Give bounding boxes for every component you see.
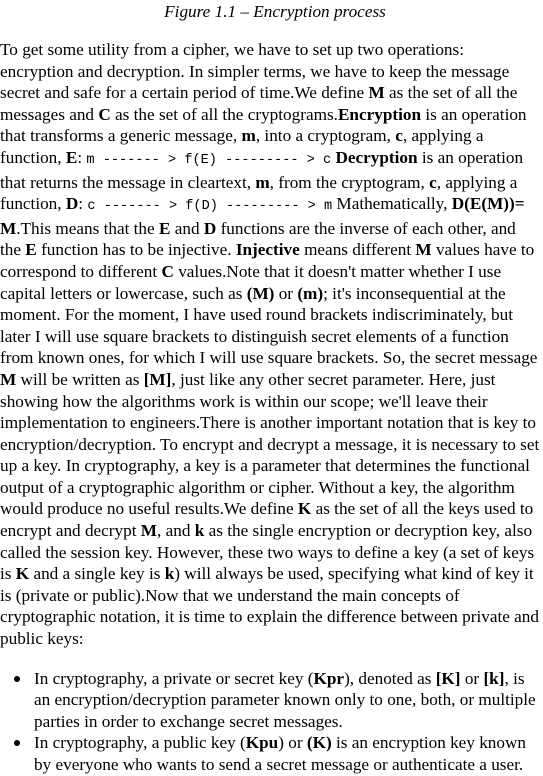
list-item-private-key — [34, 668, 540, 733]
text-run: as the single encryption or decryption key, also called the session key. However, these two ways to define a key (a set of keys is — [0, 521, 535, 584]
text-run: means different — [299, 240, 416, 260]
text-run: : — [77, 147, 87, 167]
text-run: .This means that the — [16, 218, 159, 238]
text-run: as the set of all the messages and — [0, 83, 518, 124]
key-types-list — [0, 668, 540, 776]
bold-term: [K] — [435, 668, 461, 688]
figure-caption: Figure 1.1 – Encryption process — [164, 2, 386, 21]
bold-term: K — [297, 499, 312, 519]
text-run: , and — [157, 521, 195, 541]
text-run: : — [78, 194, 88, 214]
bold-term: (K) — [306, 733, 332, 753]
bold-term: k — [164, 564, 175, 584]
text-run: ; it's inconsequential at the moment. For the moment, I have used round brackets indiscriminately, but later I will use square brackets to distinguish secret elements of a function from known ones, for which I will use square brackets. So, the secret message — [0, 283, 538, 368]
text-run: is an operation that transforms a generic message, — [0, 104, 527, 146]
bold-term: [k] — [483, 668, 505, 688]
list-item-text — [34, 669, 536, 731]
text-run: values have to correspond to different — [0, 240, 535, 281]
text-run: , into a cryptogram, — [255, 126, 396, 146]
bold-term: m — [255, 172, 270, 192]
bold-term: c — [395, 126, 403, 146]
bold-term: M — [368, 83, 385, 103]
text-run: or — [274, 283, 298, 303]
text-run: ), denoted as — [344, 668, 436, 688]
text-run: and — [170, 218, 204, 238]
bold-term: Encryption — [337, 104, 422, 124]
text-run: , applying a function, — [0, 172, 518, 214]
bold-term: k — [194, 521, 205, 541]
bold-term: M — [0, 369, 17, 389]
bullet-icon — [14, 740, 20, 746]
bold-term: Kpu — [245, 733, 279, 753]
text-run: In cryptography, a public key ( — [34, 733, 246, 753]
text-run: is an operation that returns the message in cleartext, — [0, 147, 524, 192]
text-run: , just like any other secret parameter. Here, just showing how the algorithms work is within our scope; we'll leave their implementation to engineers.There is another important notation that is key to encryption/decryption. To encrypt and decrypt a message, it is necessary to set up a key. In cryptography, a key is a parameter that determines the functional output of a cryptographic algorithm or cipher. Without a key, the algorithm would produce no useful results.We define — [0, 369, 540, 519]
text-run: function has to be injective. — [36, 240, 236, 260]
text-run: or — [460, 668, 484, 688]
bold-term: K — [15, 564, 30, 584]
body-paragraph — [0, 39, 540, 650]
bold-term: Decryption — [335, 147, 418, 167]
text-run: Mathematically, — [332, 194, 452, 214]
list-item-text — [34, 733, 526, 774]
bold-term: C — [98, 104, 111, 124]
code-expression: c ------- > f(D) --------- > m — [87, 199, 333, 215]
bold-term: m — [241, 126, 256, 146]
bold-term: M — [140, 521, 158, 541]
text-run: , is an encryption/decryption parameter known only to one, both, or multiple parties in order to exchange secret messages. — [34, 668, 536, 731]
text-run: as the set of all the cryptograms. — [110, 104, 338, 124]
text-run: values.Note that it doesn't matter whether I use capital letters or lowercase, such as — [0, 261, 502, 303]
text-run: ) will always be used, specifying what kind of key it is (private or public).Now that we understand the main concepts of cryptographic notation, it is time to explain the difference between private and public keys: — [0, 564, 539, 649]
bullet-icon — [14, 676, 20, 682]
bold-term: D(E(M))= M — [0, 194, 525, 238]
bold-term: M — [415, 240, 432, 260]
bold-term: E — [158, 218, 171, 238]
bold-term: C — [161, 261, 174, 281]
text-run: , from the cryptogram, — [269, 172, 430, 192]
text-run: and a single key is — [29, 564, 165, 584]
bold-term: Injective — [235, 240, 300, 260]
list-item-public-key — [34, 732, 540, 775]
bold-term: D — [203, 218, 217, 238]
text-run: , applying a function, — [0, 126, 484, 167]
bold-term: (m) — [297, 283, 324, 303]
bold-term: D — [65, 194, 79, 214]
bold-term: (M) — [246, 283, 275, 303]
text-run: In cryptography, a private or secret key ( — [34, 668, 314, 688]
bold-term: Kpr — [313, 668, 345, 688]
text-run: will be written as — [16, 369, 144, 389]
text-run: functions are the inverse of each other, and the — [0, 218, 516, 260]
text-run: is an encryption key known by everyone who wants to send a secret message or authenticate a user. — [34, 733, 526, 774]
text-run: ) or — [278, 733, 307, 753]
bold-term: c — [429, 172, 437, 192]
bold-term: [M] — [143, 369, 172, 389]
bold-term: E — [65, 147, 78, 167]
bold-term: E — [25, 240, 37, 260]
code-expression: m ------- > f(E) --------- > c — [86, 152, 332, 168]
text-run: To get some utility from a cipher, we have to set up two operations: encryption and decryption. In simpler terms, we have to keep the message secret and safe for a certain period of time.We define — [0, 40, 510, 103]
text-run: as the set of all the keys used to encrypt and decrypt — [0, 499, 534, 541]
